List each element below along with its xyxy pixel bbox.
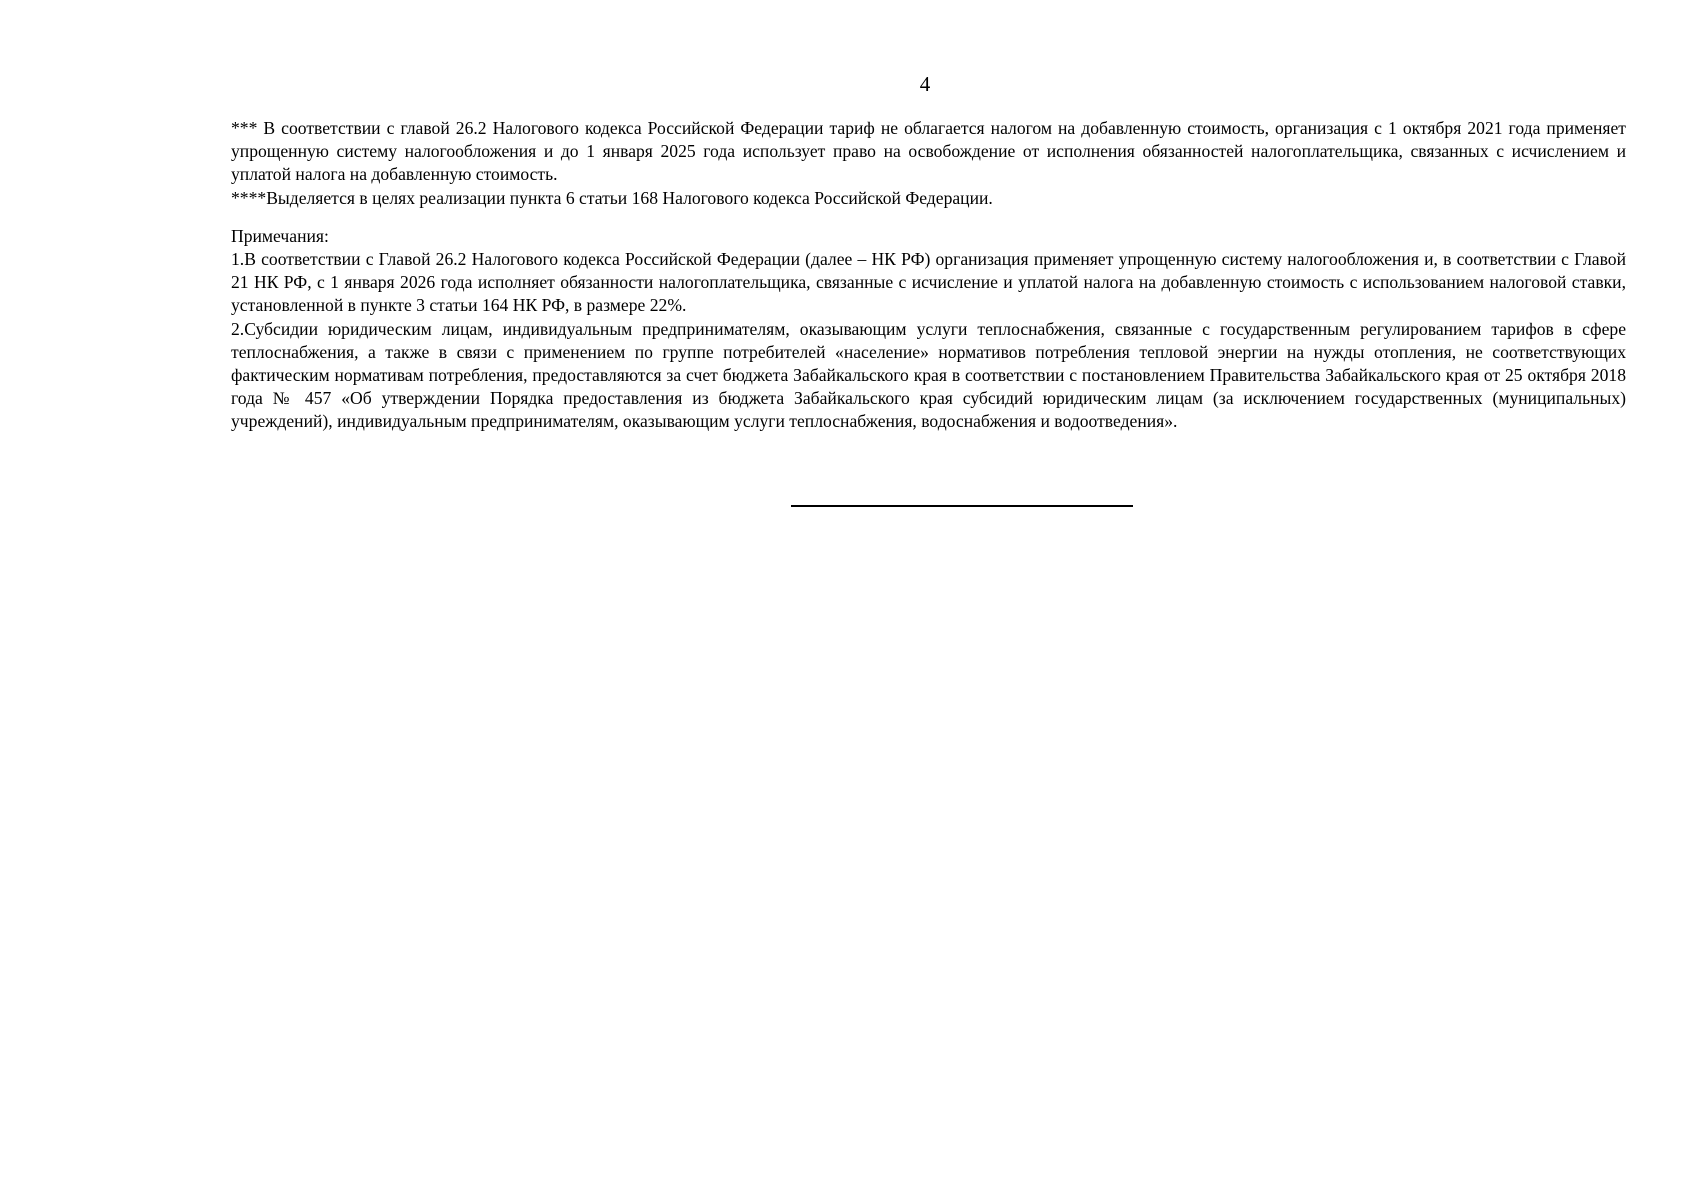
footnote-quad-star: ****Выделяется в целях реализации пункта 6 статьи 168 Налогового кодекса Российской Федерации. [231, 187, 993, 208]
paragraph-gap [231, 210, 1626, 225]
note-item-2: 2.Субсидии юридическим лицам, индивидуальным предпринимателям, оказывающим услуги теплоснабжения, связанные с государственным регулированием тарифов в сфере теплоснабжения, а также в связи с применением по группе потребителей «население» нормативов потребления тепловой энергии на нужды отопления, не соответствующих фактическим нормативам потребления, предоставляются за счет бюджета Забайкальского края в соответствии с постановлением Правительства Забайкальского края от 25 октября 2018 года № 457 «Об утверждении Порядка предоставления из бюджета Забайкальского края субсидий юридическим лицам (за исключением государственных (муниципальных) учреждений), индивидуальным предпринимателям, оказывающим услуги теплоснабжения, водоснабжения и водоотведения». [231, 318, 1626, 432]
notes-heading: Примечания: [231, 225, 329, 246]
document-body [231, 117, 1626, 434]
footnote-triple-star: *** В соответствии с главой 26.2 Налогового кодекса Российской Федерации тариф не облагается налогом на добавленную стоимость, организация с 1 октября 2021 года применяет упрощенную систему налогообложения и до 1 января 2025 года использует право на освобождение от исполнения обязанностей налогоплательщика, связанных с исчислением и уплатой налога на добавленную стоимость. [231, 118, 1626, 185]
page-number: 4 [919, 72, 931, 96]
end-separator-line [791, 505, 1133, 507]
note-item-1: 1.В соответствии с Главой 26.2 Налогового кодекса Российской Федерации (далее – НК РФ) организация применяет упрощенную систему налогообложения и, в соответствии с Главой 21 НК РФ, с 1 января 2026 года исполняет обязанности налогоплательщика, связанные с исчисление и уплатой налога на добавленную стоимость с использованием налоговой ставки, установленной в пункте 3 статьи 164 НК РФ, в размере 22%. [231, 249, 1626, 316]
